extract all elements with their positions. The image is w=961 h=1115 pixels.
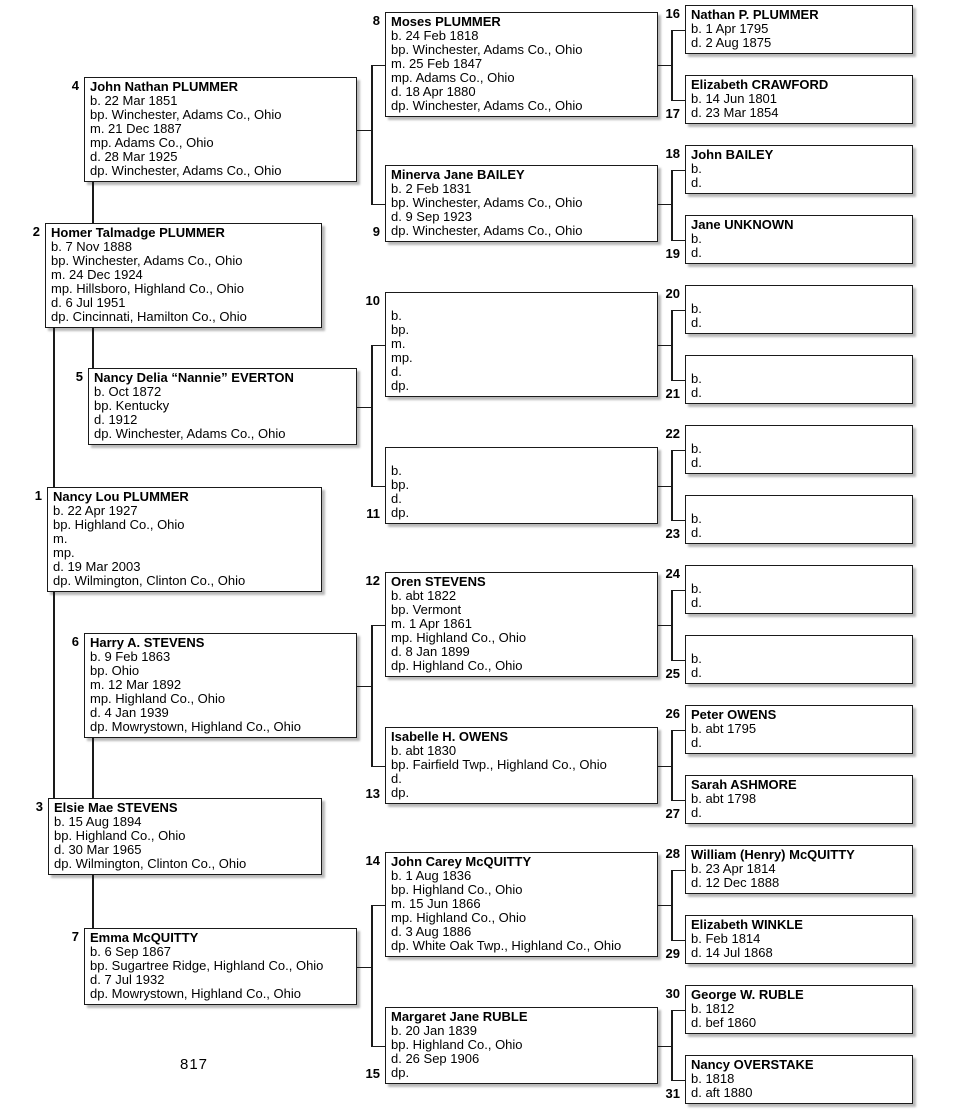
person-box-3 xyxy=(48,798,322,875)
person-box-28 xyxy=(685,845,913,894)
mother-stub-line xyxy=(671,100,685,102)
parent-child-line xyxy=(92,182,94,223)
person-detail-line: b. 15 Aug 1894 xyxy=(54,814,142,829)
person-name xyxy=(391,295,652,309)
person-number-23: 23 xyxy=(665,526,680,541)
mother-stub-line xyxy=(671,1080,685,1082)
person-detail-line: bp. xyxy=(391,477,410,492)
person-box-8 xyxy=(385,12,658,117)
person-number-9: 9 xyxy=(372,224,380,239)
person-box-11 xyxy=(385,447,658,524)
person-number-1: 1 xyxy=(34,488,42,503)
person-detail-line: d. xyxy=(691,385,702,400)
child-stub-line xyxy=(357,967,373,969)
father-stub-line xyxy=(671,590,685,592)
person-number-14: 14 xyxy=(365,853,380,868)
person-name: John BAILEY xyxy=(691,147,774,162)
person-box-2 xyxy=(45,223,322,328)
parent-child-line xyxy=(92,738,94,798)
person-number-2: 2 xyxy=(32,224,40,239)
person-detail-line: b. abt 1830 xyxy=(391,743,457,758)
person-detail-line: mp. xyxy=(53,545,75,560)
person-number-12: 12 xyxy=(365,573,380,588)
person-detail-line: b. 24 Feb 1818 xyxy=(391,28,479,43)
father-stub-line xyxy=(371,625,385,627)
person-detail-line: mp. Highland Co., Ohio xyxy=(391,910,527,925)
person-detail-line: dp. Winchester, Adams Co., Ohio xyxy=(94,426,286,441)
person-detail-line: d. xyxy=(691,665,702,680)
person-name: Harry A. STEVENS xyxy=(90,635,205,650)
person-number-4: 4 xyxy=(71,78,79,93)
person-detail-line: d. 14 Jul 1868 xyxy=(691,945,773,960)
person-detail-line: dp. Mowrystown, Highland Co., Ohio xyxy=(90,986,301,1001)
person-detail-line: b. xyxy=(691,441,702,456)
parent-child-line xyxy=(92,328,94,368)
person-number-13: 13 xyxy=(365,786,380,801)
father-stub-line xyxy=(371,905,385,907)
person-name: John Nathan PLUMMER xyxy=(90,79,239,94)
person-detail-line: m. 12 Mar 1892 xyxy=(90,677,182,692)
person-detail-line: b. 7 Nov 1888 xyxy=(51,239,132,254)
person-name xyxy=(691,288,907,302)
person-detail-line: b. abt 1822 xyxy=(391,588,457,603)
person-detail-line: b. 1 Aug 1836 xyxy=(391,868,472,883)
person-number-20: 20 xyxy=(665,286,680,301)
father-stub-line xyxy=(371,65,385,67)
mother-stub-line xyxy=(671,800,685,802)
person-name xyxy=(691,568,907,582)
person-detail-line: d. aft 1880 xyxy=(691,1085,753,1100)
person-detail-line: d. 26 Sep 1906 xyxy=(391,1051,480,1066)
person-box-19 xyxy=(685,215,913,264)
person-detail-line: d. xyxy=(691,525,702,540)
person-name: William (Henry) McQUITTY xyxy=(691,847,855,862)
person-number-30: 30 xyxy=(665,986,680,1001)
person-detail-line: d. 28 Mar 1925 xyxy=(90,149,178,164)
person-number-11: 11 xyxy=(366,506,380,521)
person-name: John Carey McQUITTY xyxy=(391,854,532,869)
father-stub-line xyxy=(671,170,685,172)
person-name: Oren STEVENS xyxy=(391,574,486,589)
person-detail-line: b. xyxy=(691,371,702,386)
person-detail-line: bp. Highland Co., Ohio xyxy=(53,517,185,532)
person-detail-line: mp. Adams Co., Ohio xyxy=(391,70,515,85)
person-box-13 xyxy=(385,727,658,804)
person-box-15 xyxy=(385,1007,658,1084)
person-detail-line: d. 4 Jan 1939 xyxy=(90,705,169,720)
person-number-5: 5 xyxy=(75,369,83,384)
person-detail-line: bp. Winchester, Adams Co., Ohio xyxy=(391,195,583,210)
parents-bracket xyxy=(671,450,673,520)
person-detail-line: dp. xyxy=(391,378,410,393)
person-box-25 xyxy=(685,635,913,684)
father-stub-line xyxy=(671,310,685,312)
person-number-17: 17 xyxy=(665,106,680,121)
person-number-18: 18 xyxy=(665,146,680,161)
person-name: Emma McQUITTY xyxy=(90,930,199,945)
parents-bracket xyxy=(671,1010,673,1080)
person-name: Nancy Lou PLUMMER xyxy=(53,489,189,504)
person-detail-line: bp. Winchester, Adams Co., Ohio xyxy=(51,253,243,268)
person-detail-line: dp. xyxy=(391,505,410,520)
parents-bracket xyxy=(371,65,373,204)
person-number-6: 6 xyxy=(71,634,79,649)
person-detail-line: m. 1 Apr 1861 xyxy=(391,616,472,631)
person-detail-line: bp. Fairfield Twp., Highland Co., Ohio xyxy=(391,757,607,772)
person-box-1 xyxy=(47,487,322,592)
person-detail-line: m. xyxy=(391,336,406,351)
person-detail-line: mp. Adams Co., Ohio xyxy=(90,135,214,150)
person-name: Nancy OVERSTAKE xyxy=(691,1057,814,1072)
person-detail-line: d. 30 Mar 1965 xyxy=(54,842,142,857)
person-detail-line: b. 23 Apr 1814 xyxy=(691,861,776,876)
person-number-26: 26 xyxy=(665,706,680,721)
person-detail-line: b. 22 Mar 1851 xyxy=(90,93,178,108)
person-number-25: 25 xyxy=(665,666,680,681)
parent-child-line xyxy=(53,328,55,487)
father-stub-line xyxy=(671,30,685,32)
person-number-19: 19 xyxy=(665,246,680,261)
person-detail-line: b. 6 Sep 1867 xyxy=(90,944,171,959)
person-detail-line: d. xyxy=(691,175,702,190)
person-detail-line: dp. Winchester, Adams Co., Ohio xyxy=(90,163,282,178)
person-detail-line: dp. White Oak Twp., Highland Co., Ohio xyxy=(391,938,622,953)
person-name: Sarah ASHMORE xyxy=(691,777,797,792)
person-box-27 xyxy=(685,775,913,824)
person-box-5 xyxy=(88,368,357,445)
father-stub-line xyxy=(671,1010,685,1012)
child-stub-line xyxy=(658,1046,673,1048)
child-stub-line xyxy=(658,204,673,206)
person-detail-line: b. xyxy=(691,511,702,526)
father-stub-line xyxy=(671,870,685,872)
person-detail-line: m. 15 Jun 1866 xyxy=(391,896,481,911)
child-stub-line xyxy=(658,345,673,347)
person-detail-line: d. xyxy=(391,364,402,379)
person-number-7: 7 xyxy=(71,929,79,944)
mother-stub-line xyxy=(371,204,385,206)
person-box-22 xyxy=(685,425,913,474)
person-detail-line: dp. Winchester, Adams Co., Ohio xyxy=(391,98,583,113)
person-detail-line: m. 25 Feb 1847 xyxy=(391,56,483,71)
person-detail-line: b. abt 1795 xyxy=(691,721,757,736)
father-stub-line xyxy=(671,730,685,732)
person-detail-line: b. 9 Feb 1863 xyxy=(90,649,171,664)
person-box-31 xyxy=(685,1055,913,1104)
father-stub-line xyxy=(371,345,385,347)
mother-stub-line xyxy=(671,520,685,522)
parent-child-line xyxy=(53,592,55,798)
mother-stub-line xyxy=(671,660,685,662)
person-detail-line: d. bef 1860 xyxy=(691,1015,757,1030)
person-detail-line: dp. Highland Co., Ohio xyxy=(391,658,523,673)
person-detail-line: bp. Kentucky xyxy=(94,398,170,413)
person-number-31: 31 xyxy=(665,1086,680,1101)
person-detail-line: bp. Ohio xyxy=(90,663,140,678)
person-number-29: 29 xyxy=(665,946,680,961)
parent-child-line xyxy=(92,875,94,928)
person-name: Isabelle H. OWENS xyxy=(391,729,509,744)
person-detail-line: mp. Hillsboro, Highland Co., Ohio xyxy=(51,281,244,296)
parents-bracket xyxy=(371,625,373,766)
person-detail-line: dp. xyxy=(391,785,410,800)
person-detail-line: d. xyxy=(391,771,402,786)
child-stub-line xyxy=(658,486,673,488)
person-box-29 xyxy=(685,915,913,964)
person-box-7 xyxy=(84,928,357,1005)
parents-bracket xyxy=(671,730,673,800)
person-detail-line: bp. Winchester, Adams Co., Ohio xyxy=(90,107,282,122)
person-detail-line: b. xyxy=(391,463,402,478)
person-detail-line: dp. xyxy=(391,1065,410,1080)
person-detail-line: d. 6 Jul 1951 xyxy=(51,295,126,310)
child-stub-line xyxy=(658,766,673,768)
person-detail-line: dp. Wilmington, Clinton Co., Ohio xyxy=(53,573,246,588)
person-detail-line: b. xyxy=(691,231,702,246)
person-number-10: 10 xyxy=(365,293,380,308)
person-box-24 xyxy=(685,565,913,614)
person-detail-line: d. xyxy=(691,595,702,610)
person-detail-line: b. 1 Apr 1795 xyxy=(691,21,769,36)
child-stub-line xyxy=(658,905,673,907)
mother-stub-line xyxy=(371,766,385,768)
person-detail-line: mp. xyxy=(391,350,413,365)
page-number: 817 xyxy=(180,1056,209,1073)
child-stub-line xyxy=(357,407,373,409)
person-number-8: 8 xyxy=(372,13,380,28)
mother-stub-line xyxy=(371,486,385,488)
person-detail-line: d. xyxy=(391,491,402,506)
person-detail-line: d. 1912 xyxy=(94,412,138,427)
person-number-24: 24 xyxy=(665,566,680,581)
person-number-3: 3 xyxy=(35,799,43,814)
person-box-23 xyxy=(685,495,913,544)
person-name xyxy=(691,358,907,372)
person-detail-line: b. 22 Apr 1927 xyxy=(53,503,138,518)
person-name: Elizabeth CRAWFORD xyxy=(691,77,829,92)
person-detail-line: bp. Winchester, Adams Co., Ohio xyxy=(391,42,583,57)
person-number-22: 22 xyxy=(665,426,680,441)
person-box-10 xyxy=(385,292,658,397)
person-detail-line: b. xyxy=(691,301,702,316)
person-number-15: 15 xyxy=(365,1066,380,1081)
person-detail-line: d. 7 Jul 1932 xyxy=(90,972,165,987)
person-box-16 xyxy=(685,5,913,54)
person-detail-line: mp. Highland Co., Ohio xyxy=(90,691,226,706)
person-number-16: 16 xyxy=(665,6,680,21)
mother-stub-line xyxy=(671,380,685,382)
person-box-4 xyxy=(84,77,357,182)
person-detail-line: d. xyxy=(691,805,702,820)
person-detail-line: dp. Cincinnati, Hamilton Co., Ohio xyxy=(51,309,247,324)
person-detail-line: dp. Winchester, Adams Co., Ohio xyxy=(391,223,583,238)
person-detail-line: d. xyxy=(691,455,702,470)
person-detail-line: d. 2 Aug 1875 xyxy=(691,35,772,50)
person-name: Jane UNKNOWN xyxy=(691,217,794,232)
person-detail-line: bp. Vermont xyxy=(391,602,462,617)
person-name: Elizabeth WINKLE xyxy=(691,917,803,932)
person-detail-line: bp. xyxy=(391,322,410,337)
person-detail-line: b. xyxy=(691,161,702,176)
person-detail-line: m. 24 Dec 1924 xyxy=(51,267,143,282)
person-detail-line: dp. Mowrystown, Highland Co., Ohio xyxy=(90,719,301,734)
child-stub-line xyxy=(658,65,673,67)
person-box-20 xyxy=(685,285,913,334)
person-name xyxy=(691,638,907,652)
child-stub-line xyxy=(357,686,373,688)
person-name: Nancy Delia “Nannie” EVERTON xyxy=(94,370,294,385)
child-stub-line xyxy=(357,130,373,132)
person-name: Minerva Jane BAILEY xyxy=(391,167,525,182)
person-number-28: 28 xyxy=(665,846,680,861)
person-name: Margaret Jane RUBLE xyxy=(391,1009,528,1024)
person-detail-line: d. 3 Aug 1886 xyxy=(391,924,472,939)
person-detail-line: b. Oct 1872 xyxy=(94,384,162,399)
person-name xyxy=(391,450,652,464)
person-name: Moses PLUMMER xyxy=(391,14,501,29)
person-detail-line: b. xyxy=(391,308,402,323)
person-detail-line: d. 18 Apr 1880 xyxy=(391,84,476,99)
person-detail-line: b. 2 Feb 1831 xyxy=(391,181,472,196)
person-detail-line: d. 9 Sep 1923 xyxy=(391,209,472,224)
person-detail-line: b. xyxy=(691,651,702,666)
person-name: Nathan P. PLUMMER xyxy=(691,7,819,22)
person-detail-line: b. abt 1798 xyxy=(691,791,757,806)
person-detail-line: b. Feb 1814 xyxy=(691,931,761,946)
person-detail-line: d. xyxy=(691,245,702,260)
person-box-30 xyxy=(685,985,913,1034)
person-detail-line: bp. Highland Co., Ohio xyxy=(391,1037,523,1052)
person-detail-line: m. 21 Dec 1887 xyxy=(90,121,182,136)
person-detail-line: d. xyxy=(691,315,702,330)
mother-stub-line xyxy=(371,1046,385,1048)
person-name xyxy=(691,498,907,512)
parents-bracket xyxy=(371,345,373,486)
person-box-17 xyxy=(685,75,913,124)
person-detail-line: m. xyxy=(53,531,68,546)
mother-stub-line xyxy=(671,240,685,242)
person-detail-line: d. 8 Jan 1899 xyxy=(391,644,470,659)
person-detail-line: b. 14 Jun 1801 xyxy=(691,91,778,106)
person-name: Homer Talmadge PLUMMER xyxy=(51,225,225,240)
parents-bracket xyxy=(371,905,373,1046)
person-box-9 xyxy=(385,165,658,242)
person-detail-line: b. 1818 xyxy=(691,1071,735,1086)
person-box-21 xyxy=(685,355,913,404)
person-detail-line: d. 23 Mar 1854 xyxy=(691,105,779,120)
person-box-6 xyxy=(84,633,357,738)
person-number-21: 21 xyxy=(665,386,680,401)
person-box-14 xyxy=(385,852,658,957)
person-detail-line: d. 19 Mar 2003 xyxy=(53,559,141,574)
person-box-26 xyxy=(685,705,913,754)
person-detail-line: b. 20 Jan 1839 xyxy=(391,1023,478,1038)
person-detail-line: mp. Highland Co., Ohio xyxy=(391,630,527,645)
person-detail-line: d. xyxy=(691,735,702,750)
person-name: George W. RUBLE xyxy=(691,987,804,1002)
child-stub-line xyxy=(658,625,673,627)
person-detail-line: d. 12 Dec 1888 xyxy=(691,875,780,890)
person-detail-line: dp. Wilmington, Clinton Co., Ohio xyxy=(54,856,247,871)
person-name: Elsie Mae STEVENS xyxy=(54,800,178,815)
father-stub-line xyxy=(671,450,685,452)
person-name xyxy=(691,428,907,442)
person-detail-line: bp. Sugartree Ridge, Highland Co., Ohio xyxy=(90,958,324,973)
person-detail-line: b. xyxy=(691,581,702,596)
person-detail-line: bp. Highland Co., Ohio xyxy=(54,828,186,843)
person-number-27: 27 xyxy=(665,806,680,821)
person-name: Peter OWENS xyxy=(691,707,777,722)
person-detail-line: b. 1812 xyxy=(691,1001,735,1016)
mother-stub-line xyxy=(671,940,685,942)
person-detail-line: bp. Highland Co., Ohio xyxy=(391,882,523,897)
person-box-12 xyxy=(385,572,658,677)
person-box-18 xyxy=(685,145,913,194)
